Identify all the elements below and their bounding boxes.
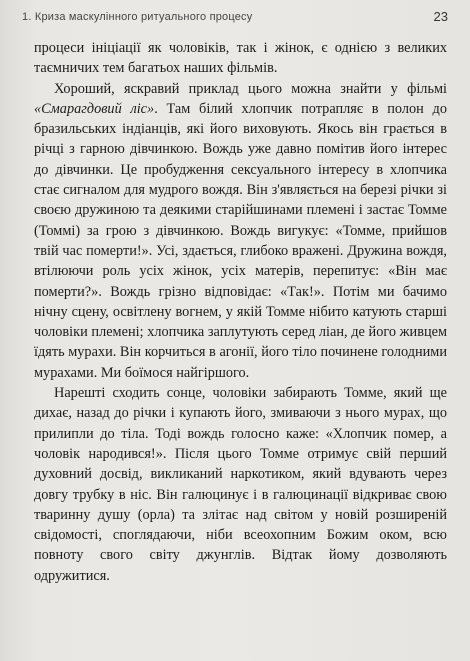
paragraph-text: . Там білий хлопчик потрапляє в полон до бразильських індіанців, які його виховують. Якось він грається в річці з гарною дівчинкою. Вождь уже давно помітив його інтерес до дівчинки. Це пробудження сексуального інтересу в хлопчика стає сигналом для мудрого вождя. Він з'являється на березі річки зі своєю дружиною та деякими старійшинами племені і застає Томме (Томмі) за грою з дівчинкою. Вождь вигукує: «Томме, прийшов твій час померти!». Усі, здається, глибоко вражені. Дружина вождя, втілюючи роль усіх жінок, усіх матерів, перепитує: «Він має померти?». Вождь грізно відповідає: «Так!». Потім ми бачимо нічну сцену, освітлену вогнем, у якій Томме нібито катують старші чоловіки племені; хлопчика заплутують серед ліан, де його живцем їдять мурахи. Він корчиться в агонії, його тіло починене голодними мурахами. Ми боїмося найгіршого. (34, 100, 447, 381)
paragraph-text: процеси ініціації як чоловіків, так і жінок, є однією з великих таємничих тем багатьох наших фільмів. (34, 40, 447, 77)
paragraph-1 (34, 38, 447, 79)
film-title: «Смарагдовий ліс» (34, 100, 155, 117)
paragraph-text: Хороший, яскравий приклад цього можна знайти у фільмі (54, 80, 447, 97)
page-number: 23 (433, 9, 448, 24)
paragraph-2 (34, 79, 447, 383)
paragraph-3 (34, 383, 447, 586)
running-title: 1. Криза маскулінного ритуального процесу (22, 11, 253, 23)
body-text (34, 38, 447, 586)
paragraph-text: Нарешті сходить сонце, чоловіки забирають Томме, який ще дихає, назад до річки і купають його, змиваючи з нього мурах, що прилипли до тіла. Тоді вождь голосно каже: «Хлопчик помер, а чоловік народився!». Після цього Томме отримує свій перший духовний досвід, викликаний наркотиком, який вдувають через довгу трубку в ніс. Він галюцинує і в галюцинації відкриває свою тваринну душу (орла) та злітає над світом у новій розширеній свідомості, споглядаючи, ніби всеохопним Божим оком, всю повноту свого світу джунглів. Відтак йому дозволяють одружитися. (34, 385, 447, 584)
